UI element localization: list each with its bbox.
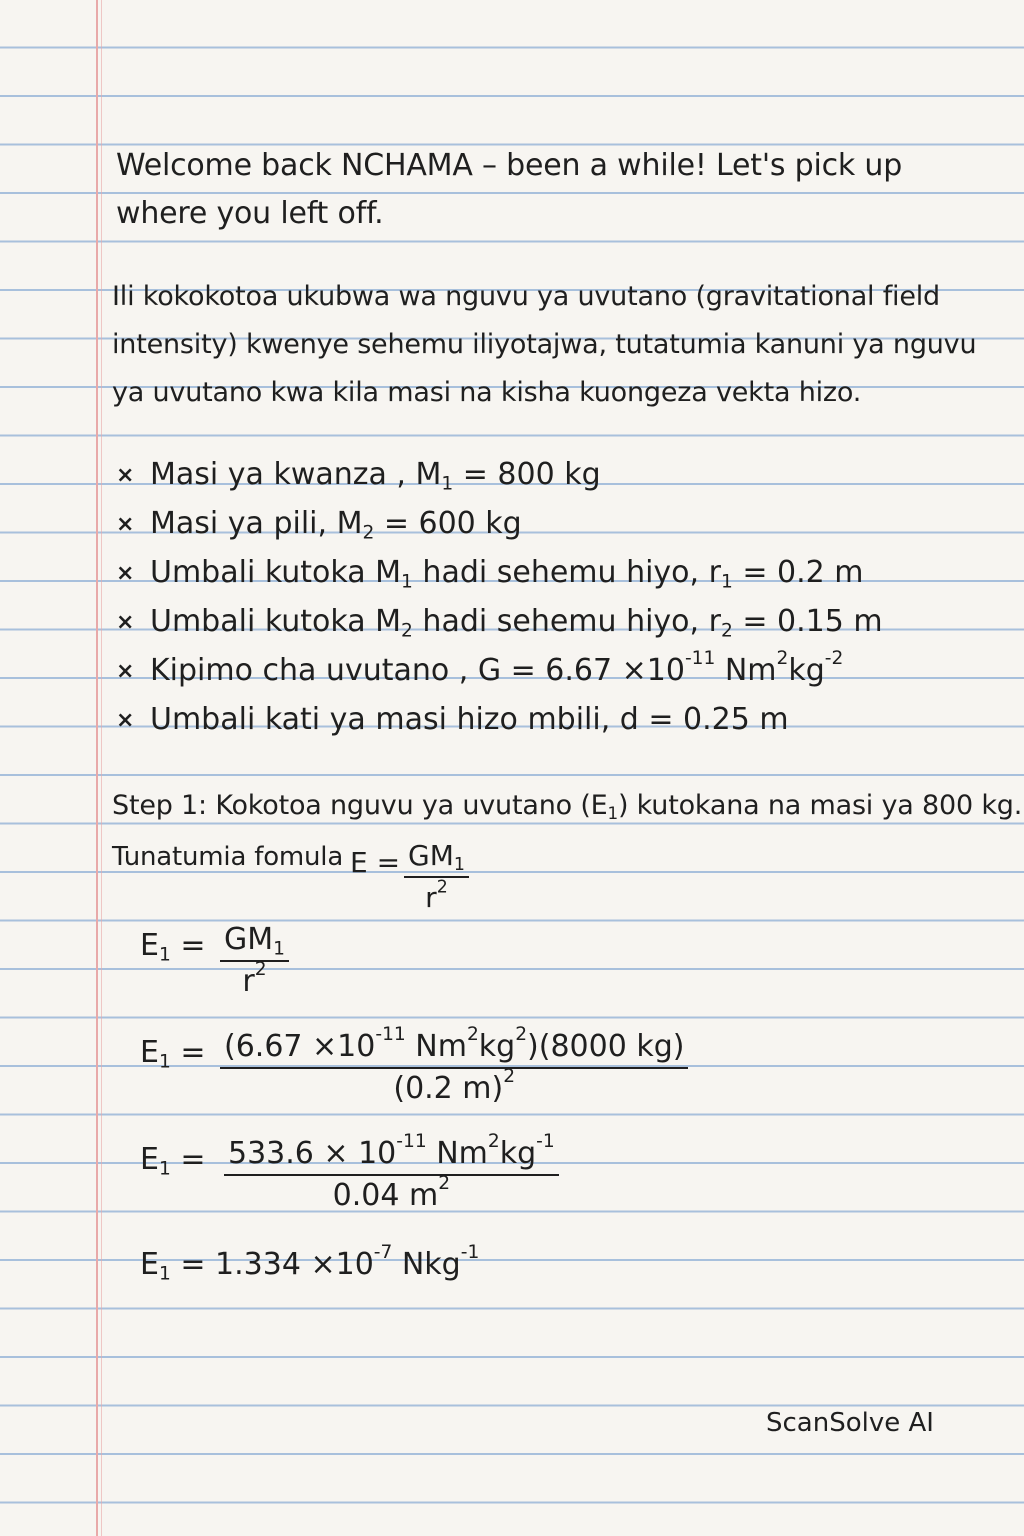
equation-4-result: $E_1 = 1.334 \times 10^{-7}$ Nkg$^{-1}$ [140,1242,480,1285]
equation-1-lhs: $E_1$ = [140,928,206,966]
welcome-message: Welcome back NCHAMA – been a while! Let's pick up where you left off. [116,148,903,231]
equation-2-lhs: $E_1$ = [140,1035,206,1073]
scansolve-signature: ScanSolve AI [766,1408,934,1438]
margin-line-inner [101,0,102,1536]
list-item: × Umbali kutoka $M_1$ hadi sehemu hiyo, $r_1 = 0.2$ m [116,548,883,597]
formula-lhs: E = [350,846,401,879]
equation-1-fraction: $\frac{GM_1}{r^2}$ [220,920,289,1002]
cross-bullet-icon: × [116,512,135,537]
cross-bullet-icon: × [116,708,135,733]
formula-intro: Tunatumia fomula [112,842,344,872]
step-1-heading: Step 1: Kokotoa nguvu ya uvutano $(E_1)$ kutokana na masi ya 800 kg. [112,790,1023,824]
list-item: × Masi ya pili, $M_2 = 600$ kg [116,499,883,548]
equation-2-fraction: $\frac{(6.67 \times 10^{-11} Nm^2kg^2)(8000 kg)}{(0.2 m)^2}$ [220,1027,688,1109]
given-values-list [116,450,883,744]
cross-bullet-icon: × [116,659,135,684]
equation-3-lhs: $E_1$ = [140,1142,206,1180]
cross-bullet-icon: × [116,463,135,488]
list-item: × Masi ya kwanza , $M_1 = 800$ kg [116,450,883,499]
list-item: × Umbali kati ya masi hizo mbili, d = 0.25 m [116,695,883,744]
equation-3-fraction: $\frac{533.6 \times 10^{-11} Nm^2kg^{-1}}{0.04 m^2}$ [224,1134,559,1216]
formula-fraction: $\frac{GM_1}{r^2}$ [404,836,469,918]
list-item: × Umbali kutoka $M_2$ hadi sehemu hiyo, $r_2 = 0.15$ m [116,597,883,646]
explanation-paragraph: Ili kokokotoa ukubwa wa nguvu ya uvutano (gravitational field intensity) kwenye sehemu iliyotajwa, tutatumia kanuni ya nguvu ya uvutano kwa kila masi na kisha kuongeza vekta hizo. [112,281,977,408]
list-item: × Kipimo cha uvutano , $G = 6.67 \times 10^{-11}$ $Nm^2kg^{-2}$ [116,646,883,695]
cross-bullet-icon: × [116,610,135,635]
cross-bullet-icon: × [116,561,135,586]
margin-line [96,0,98,1536]
